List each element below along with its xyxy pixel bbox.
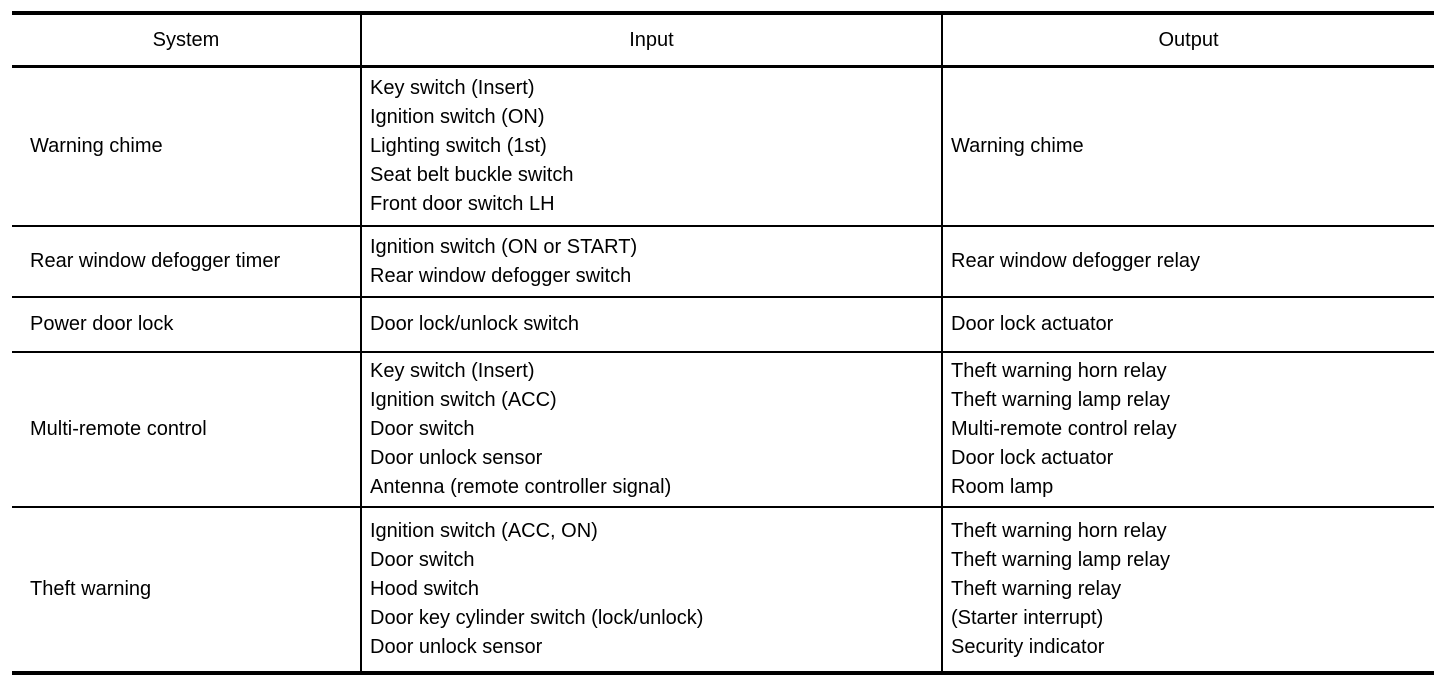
input-item: Key switch (Insert) xyxy=(370,77,535,99)
system-cell xyxy=(12,297,361,352)
input-item: Door key cylinder switch (lock/unlock) xyxy=(370,607,704,629)
input-cell xyxy=(361,67,942,227)
input-item: Door unlock sensor xyxy=(370,447,543,469)
output-item: Security indicator xyxy=(951,636,1105,658)
input-item: Door switch xyxy=(370,418,475,440)
input-item: Key switch (Insert) xyxy=(370,360,535,382)
output-item: Theft warning lamp relay xyxy=(951,549,1170,571)
output-item: Door lock actuator xyxy=(951,313,1114,335)
input-item: Ignition switch (ON or START) xyxy=(370,235,638,258)
output-item: Theft warning horn relay xyxy=(951,360,1167,382)
header-output: Output xyxy=(942,13,1434,67)
output-item: Theft warning horn relay xyxy=(951,520,1167,542)
system-io-table-container xyxy=(12,11,1434,675)
output-cell xyxy=(942,67,1434,227)
input-item: Rear window defogger switch xyxy=(370,264,632,287)
input-item: Ignition switch (ACC) xyxy=(370,389,557,411)
output-item: Warning chime xyxy=(951,135,1084,157)
output-item: Door lock actuator xyxy=(951,447,1114,469)
header-input: Input xyxy=(361,13,942,67)
table-header xyxy=(12,13,1434,67)
input-item: Lighting switch (1st) xyxy=(370,135,547,157)
input-cell xyxy=(361,507,942,673)
input-cell xyxy=(361,297,942,352)
input-item: Ignition switch (ACC, ON) xyxy=(370,520,598,542)
table-row xyxy=(12,507,1434,673)
header-system: System xyxy=(12,13,361,67)
input-item: Door unlock sensor xyxy=(370,636,543,658)
table-row xyxy=(12,226,1434,297)
input-item: Ignition switch (ON) xyxy=(370,106,545,128)
table-row xyxy=(12,67,1434,227)
input-item: Door lock/unlock switch xyxy=(370,313,579,335)
output-item: Theft warning lamp relay xyxy=(951,389,1170,411)
system-cell xyxy=(12,226,361,297)
output-cell xyxy=(942,352,1434,507)
output-cell xyxy=(942,297,1434,352)
table-row xyxy=(12,297,1434,352)
system-name: Power door lock xyxy=(30,313,174,335)
system-cell xyxy=(12,507,361,673)
output-cell xyxy=(942,507,1434,673)
table-body xyxy=(12,67,1434,674)
system-name: Theft warning xyxy=(30,578,152,600)
system-name: Multi-remote control xyxy=(30,418,207,440)
output-item: Rear window defogger relay xyxy=(951,250,1201,272)
input-item: Hood switch xyxy=(370,578,479,600)
system-io-table xyxy=(12,11,1434,675)
system-cell xyxy=(12,67,361,227)
table-row xyxy=(12,352,1434,507)
system-name: Warning chime xyxy=(30,135,163,157)
output-item: Multi-remote control relay xyxy=(951,418,1177,440)
input-item: Front door switch LH xyxy=(370,193,555,215)
output-item: Theft warning relay xyxy=(951,578,1122,600)
output-item: Room lamp xyxy=(951,476,1054,498)
system-cell xyxy=(12,352,361,507)
input-item: Antenna (remote controller signal) xyxy=(370,476,672,498)
output-cell xyxy=(942,226,1434,297)
header-row xyxy=(12,13,1434,67)
system-name: Rear window defogger timer xyxy=(30,250,281,272)
output-item: (Starter interrupt) xyxy=(951,607,1104,629)
input-item: Door switch xyxy=(370,549,475,571)
input-cell xyxy=(361,226,942,297)
input-cell xyxy=(361,352,942,507)
input-item: Seat belt buckle switch xyxy=(370,164,574,186)
